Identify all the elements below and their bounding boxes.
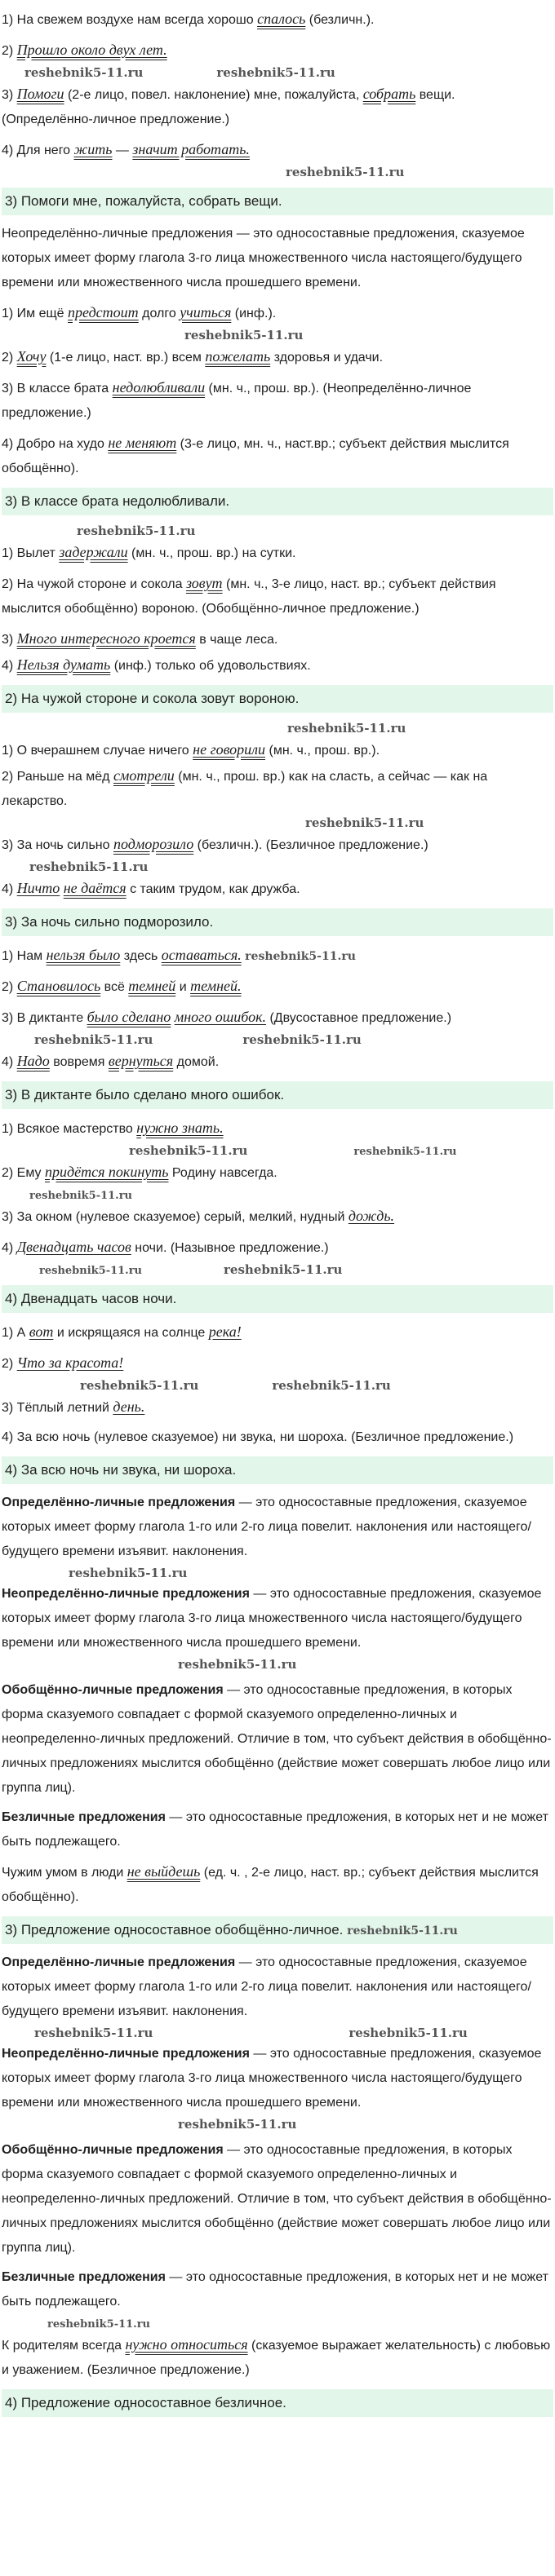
def-obob: Обобщённо-личные предложения — это односоставные предложения, в которых форма сказуемого совпадает с формой сказуемого определенно-личных и неопределенно-личных предложений. Отличие в том, что субъект действия в обобщённо-личных предложениях мыслится обобщённо (действие может совершать любое лицо или группа лиц). (2, 1683, 552, 1795)
watermark: reshebnik5-11.ru (224, 1262, 343, 1277)
q6-line-4: 4) Двенадцать часов ночи. (Назывное предложение.) (2, 1239, 329, 1255)
q2-line-2: 2) Хочу (1-е лицо, наст. вр.) всем пожелать здоровья и удачи. (2, 348, 384, 365)
watermark: reshebnik5-11.ru (80, 1378, 199, 1393)
watermark: reshebnik5-11.ru (47, 2318, 151, 2331)
watermark: reshebnik5-11.ru (39, 1265, 143, 1277)
q6-line-2: 2) Ему придётся покинуть Родину навсегда. (2, 1164, 278, 1180)
watermark: reshebnik5-11.ru (242, 1032, 362, 1047)
watermark: reshebnik5-11.ru (77, 524, 196, 538)
q2-line-1: 1) Им ещё предстоит долго учиться (инф.). (2, 304, 277, 320)
q5-answer: 3) В диктанте было сделано много ошибок. (2, 1081, 553, 1109)
q3-line-2: 2) На чужой стороне и сокола зовут (мн. ч., 3-е лицо, наст. вр.; субъект действия мыслится обобщённо) вороною. (Обобщённо-личное предложение.) (2, 575, 496, 616)
def-obob-2: Обобщённо-личные предложения — это односоставные предложения, в которых форма сказуемого совпадает с формой сказуемого определенно-личных и неопределенно-личных предложений. Отличие в том, что субъект действия в обобщённо-личных предложениях мыслится обобщённо (действие может совершать любое лицо или группа лиц). (2, 2143, 552, 2255)
watermark: reshebnik5-11.ru (178, 2117, 297, 2132)
q1-line-5: 4) Для него жить — значит работать. (2, 141, 250, 157)
q7-line-2: 2) Что за красота! (2, 1354, 124, 1371)
watermark: reshebnik5-11.ru (347, 1924, 458, 1938)
q1-line-1: 1) На свежем воздухе нам всегда хорошо спалось (безличн.). (2, 11, 375, 27)
def-opred: Определённо-личные предложения — это односоставные предложения, сказуемое которых имеет форму глагола 1-го или 2-го лица повелит. наклонения или настоящего/будущего времени изъявит. наклонения. (2, 1496, 531, 1558)
q5-line-1: 1) Нам нельзя было здесь оставаться. reshebnik5-11.ru (2, 947, 356, 963)
q6-answer: 4) Двенадцать часов ночи. (2, 1285, 553, 1313)
def-bezl-2: Безличные предложения — это односоставные предложения, в которых нет и не может быть подлежащего. (2, 2270, 548, 2309)
watermark: reshebnik5-11.ru (216, 65, 335, 80)
q4-line-3: 3) За ночь сильно подморозило (безличн.). (Безличное предложение.) (2, 836, 428, 852)
watermark: reshebnik5-11.ru (245, 950, 356, 963)
q4-line-4: 4) Ничто не даётся с таким трудом, как дружба. (2, 880, 300, 896)
watermark: reshebnik5-11.ru (353, 1146, 457, 1158)
q1-answer: 3) Помоги мне, пожалуйста, собрать вещи. (2, 188, 553, 215)
watermark: reshebnik5-11.ru (287, 721, 406, 736)
watermark: reshebnik5-11.ru (34, 1032, 153, 1047)
q6-line-3: 3) За окном (нулевое сказуемое) серый, мелкий, нудный дождь. (2, 1208, 395, 1224)
def-neopred-3: Неопределённо-личные предложения — это односоставные предложения, сказуемое которых имеет форму глагола 3-го лица множественного числа настоящего/будущего времени или множественного числа прошедшего времени. (2, 2047, 542, 2110)
q2-line-4: 4) Добро на худо не меняют (3-е лицо, мн. ч., наст.вр.; субъект действия мыслится обобщённо). (2, 435, 509, 475)
watermark: reshebnik5-11.ru (69, 1566, 188, 1580)
watermark: reshebnik5-11.ru (29, 1190, 133, 1202)
watermark: reshebnik5-11.ru (305, 815, 424, 830)
watermark: reshebnik5-11.ru (29, 859, 149, 874)
watermark: reshebnik5-11.ru (272, 1378, 391, 1393)
q4-line-1: 1) О вчерашнем случае ничего не говорили (мн. ч., прош. вр.). (2, 741, 380, 758)
q2-line-3: 3) В классе брата недолюбливали (мн. ч., прош. вр.). (Неопределённо-личное предложение.) (2, 379, 472, 420)
q9-line-1: К родителям всегда нужно относиться (сказуемое выражает желательность) с любовью и уважением. (Безличное предложение.) (2, 2336, 551, 2377)
watermark: reshebnik5-11.ru (286, 165, 405, 179)
watermark: reshebnik5-11.ru (184, 328, 304, 342)
q6-line-1: 1) Всякое мастерство нужно знать. (2, 1120, 224, 1136)
q1-line-3: 3) Помоги (2-е лицо, повел. наклонение) мне, пожалуйста, собрать вещи. (2, 86, 455, 102)
q1-line-2: 2) Прошло около двух лет. (2, 42, 167, 58)
q7-answer: 4) За всю ночь ни звука, ни шороха. (2, 1456, 553, 1484)
q9-answer: 4) Предложение односоставное безличное. (2, 2389, 553, 2417)
q3-line-4: 4) Нельзя думать (инф.) только об удовольствиях. (2, 656, 311, 673)
q8-answer: 3) Предложение односоставное обобщённо-личное. reshebnik5-11.ru (2, 1916, 553, 1944)
q7-line-1: 1) А вот и искрящаяся на солнце река! (2, 1323, 242, 1340)
q8-line-1: Чужим умом в люди не выйдешь (ед. ч. , 2-е лицо, наст. вр.; субъект действия мыслится обобщённо). (2, 1863, 539, 1904)
q1-line-4: (Определённо-личное предложение.) (2, 113, 230, 126)
q3-line-1: 1) Вылет задержали (мн. ч., прош. вр.) на сутки. (2, 544, 296, 560)
q5-line-4: 4) Надо вовремя вернуться домой. (2, 1053, 220, 1069)
watermark: reshebnik5-11.ru (178, 1657, 297, 1672)
def-neopred: Неопределённо-личные предложения — это односоставные предложения, сказуемое которых имеет форму глагола 3-го лица множественного числа настоящего/будущего времени или множественного числа прошедшего времени. (2, 227, 525, 289)
q7-line-3: 3) Тёплый летний день. (2, 1398, 145, 1415)
q4-line-2: 2) Раньше на мёд смотрели (мн. ч., прош. вр.) как на сласть, а сейчас — как на лекарство. (2, 767, 488, 808)
q4-answer: 3) За ночь сильно подморозило. (2, 908, 553, 936)
def-neopred-2: Неопределённо-личные предложения — это односоставные предложения, сказуемое которых имеет форму глагола 3-го лица множественного числа настоящего/будущего времени или множественного числа прошедшего времени. (2, 1587, 542, 1650)
def-opred-2: Определённо-личные предложения — это односоставные предложения, сказуемое которых имеет форму глагола 1-го или 2-го лица повелит. наклонения или настоящего/будущего времени изъявит. наклонения. (2, 1955, 531, 2018)
watermark: reshebnik5-11.ru (24, 65, 144, 80)
q3-answer: 2) На чужой стороне и сокола зовут вороною. (2, 685, 553, 713)
watermark: reshebnik5-11.ru (349, 2026, 468, 2040)
q3-line-3: 3) Много интересного кроется в чаще леса. (2, 630, 278, 647)
q2-answer: 3) В классе брата недолюбливали. (2, 488, 553, 515)
q5-line-3: 3) В диктанте было сделано много ошибок. (Двусоставное предложение.) (2, 1009, 452, 1025)
watermark: reshebnik5-11.ru (129, 1143, 248, 1158)
q5-line-2: 2) Становилось всё темней и темней. (2, 978, 242, 994)
q7-line-4: 4) За всю ночь (нулевое сказуемое) ни звука, ни шороха. (Безличное предложение.) (2, 1430, 514, 1444)
watermark: reshebnik5-11.ru (34, 2026, 153, 2040)
def-bezl: Безличные предложения — это односоставные предложения, в которых нет и не может быть подлежащего. (2, 1810, 548, 1849)
